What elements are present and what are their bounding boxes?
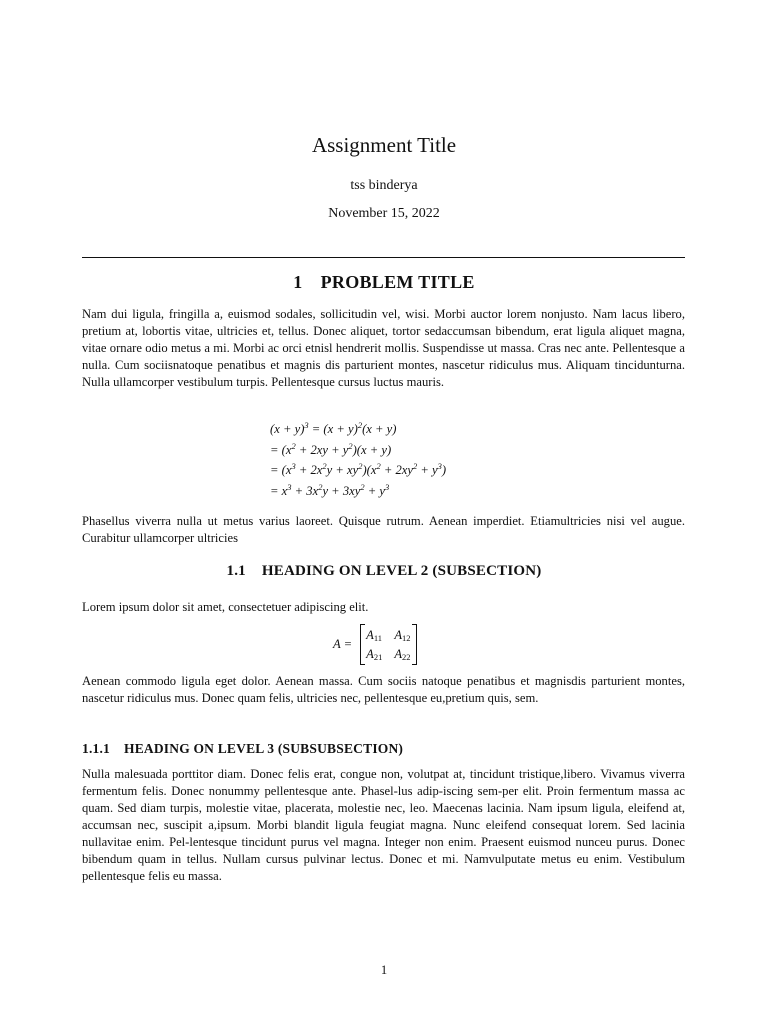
section-paragraph-2: Phasellus viverra nulla ut metus varius laoreet. Quisque rutrum. Aenean imperdiet. Etiamultricies nisi vel augue. Curabitur ullamcorper ultricies <box>82 514 685 545</box>
equation-line-1 <box>270 419 446 440</box>
section-heading <box>0 270 768 294</box>
equation-block <box>270 419 446 501</box>
document-date: November 15, 2022 <box>328 206 440 221</box>
document-title: Assignment Title <box>311 133 457 157</box>
horizontal-rule <box>82 257 685 258</box>
subsection-paragraph-2: Aenean commodo ligula eget dolor. Aenean massa. Cum sociis natoque penatibus et magnisdis parturient montes, nascetur ridiculus mus. Donec quam felis, ultricies nec, pellentesque eu,pretium quis, sem. <box>82 674 685 705</box>
matrix <box>360 624 416 665</box>
matrix-cell-22: $A_{22}$ <box>394 646 411 662</box>
matrix-equation <box>333 624 417 664</box>
subsubsection-number: 1.1.1 <box>82 741 110 756</box>
section-number: 1 <box>293 272 303 292</box>
matrix-cell-21: $A_{21}$ <box>366 646 383 662</box>
section-title: PROBLEM TITLE <box>320 272 475 292</box>
equation-line-4: = $x^3 + 3x^2y + 3xy^2 + y^3$ <box>270 481 390 498</box>
equation-line-3: = $(x^3 + 2x^2y + xy^2)(x^2 + 2xy^2 + y^3)$ <box>270 461 447 477</box>
matrix-cell-12: $A_{12}$ <box>394 627 411 643</box>
page-number: 1 <box>380 963 388 977</box>
subsection-heading <box>0 561 768 581</box>
subsection-number: 1.1 <box>226 563 246 579</box>
subsubsection-heading <box>82 739 403 759</box>
matrix-lhs: A = <box>333 636 353 651</box>
document-author: tss binderya <box>350 178 418 193</box>
matrix-cell-11: $A_{11}$ <box>366 627 383 643</box>
subsection-title: HEADING ON LEVEL 2 (SUBSECTION) <box>261 563 542 579</box>
equation-line-1-text: $(x + y)^3 = (x + y)^2(x + y)$ <box>270 420 397 436</box>
subsubsection-title: HEADING ON LEVEL 3 (SUBSUBSECTION) <box>124 741 404 756</box>
subsection-paragraph-1: Lorem ipsum dolor sit amet, consectetuer adipiscing elit. <box>82 600 369 614</box>
section-paragraph-1: Nam dui ligula, fringilla a, euismod sodales, sollicitudin vel, wisi. Morbi auctor lorem nonjusto. Nam lacus libero, pretium at, lobortis vitae, ultricies et, tellus. Donec aliquet, tortor sedaccumsan bibendum, erat ligula aliquet magna, vitae ornare odio metus a mi. Morbi ac orci etnisl hendrerit mollis. Suspendisse ut massa. Cras nec ante. Pellentesque a nulla. Cum sociisnatoque penatibus et magnis dis parturient montes, nascetur ridiculus mus. Aliquam tincidunturna. Nulla ullamcorper vestibulum turpis. Pellentesque cursus luctus mauris. <box>82 307 685 389</box>
equation-line-2: = $(x^2 + 2xy + y^2)(x + y)$ <box>270 440 392 457</box>
subsubsection-paragraph: Nulla malesuada porttitor diam. Donec felis erat, congue non, volutpat at, tincidunt tristique,libero. Vivamus viverra fermentum felis. Donec nonummy pellentesque ante. Phasel-lus adip-iscing sem-per elit. Proin fermentum massa ac quam. Sed diam turpis, molestie vitae, placerata, molestie nec, leo. Maecenas lacinia. Nam ipsum ligula, eleifend at, accumsan nec, suscipit a,ipsum. Morbi blandit ligula feugiat magna. Nunc eleifend consequat lorem. Sed lacinia nullavitae enim. Pel-lentesque tincidunt purus vel magna. Integer non enim. Praesent euismod nunceu purus. Donec bibendum quam in tellus. Nullam cursus pulvinar lectus. Donec et mi. Namvulputate metus eu enim. Vestibulum pellentesque felis eu massa. <box>82 767 685 883</box>
